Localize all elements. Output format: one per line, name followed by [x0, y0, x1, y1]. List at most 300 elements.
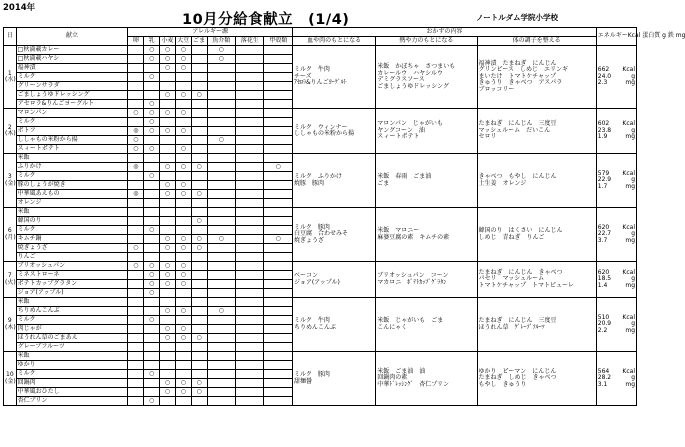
- allergen-mark: [264, 325, 292, 334]
- dish-name: □秋満載ハヤシ: [16, 55, 128, 64]
- allergen-mark: [207, 280, 235, 289]
- allergen-mark: [207, 298, 235, 307]
- body-foods: たまねぎ にんじん 三度豆 マッシュルーム だいこん セロリ: [477, 109, 596, 154]
- allergen-mark: [144, 163, 160, 172]
- unit-label: Kcal: [622, 313, 635, 321]
- allergen-mark: [175, 208, 191, 217]
- allergen-mark: [191, 145, 207, 154]
- protein-value: 24.0: [597, 72, 612, 80]
- allergen-mark: [160, 361, 176, 370]
- dish-name: ちりめんこんぶ: [16, 307, 128, 316]
- allergen-mark: [207, 118, 235, 127]
- allergen-mark: ○: [160, 307, 176, 316]
- allergen-mark: [207, 145, 235, 154]
- day-cell: [4, 262, 17, 298]
- allergen-mark: [175, 154, 191, 163]
- allergen-mark: [264, 208, 292, 217]
- allergen-mark: [128, 352, 144, 361]
- allergen-mark: [236, 217, 264, 226]
- allergen-mark: [236, 136, 264, 145]
- allergen-mark: [264, 154, 292, 163]
- dish-name: ポトフ: [16, 127, 128, 136]
- unit-label: mg: [625, 133, 635, 141]
- allergen-mark: [128, 199, 144, 208]
- day-of-week: (金): [5, 179, 16, 187]
- energy-value: 602: [597, 120, 610, 128]
- col-header-allergen: 魚介類: [207, 37, 235, 46]
- allergen-mark: [236, 190, 264, 199]
- protein-value: 20.9: [597, 320, 612, 328]
- allergen-mark: ◎: [128, 163, 144, 172]
- allergen-mark: [128, 235, 144, 244]
- allergen-mark: [128, 64, 144, 73]
- allergen-mark: [236, 379, 264, 388]
- allergen-mark: [160, 298, 176, 307]
- allergen-mark: ○: [175, 163, 191, 172]
- col-header-allergen: 大豆: [177, 36, 190, 44]
- allergen-mark: ○: [175, 55, 191, 64]
- allergen-mark: [128, 172, 144, 181]
- allergen-mark: [264, 118, 292, 127]
- dish-name: 回鍋肉: [16, 379, 128, 388]
- protein-value: 22.9: [597, 176, 612, 184]
- allergen-mark: [128, 325, 144, 334]
- allergen-mark: [160, 370, 176, 379]
- allergen-mark: [236, 298, 264, 307]
- allergen-mark: [160, 343, 176, 352]
- body-foods: 福神漬 たまねぎ にんじん グリンピース しめじ エリンギ まいたけ トマトケチャップ きゅうり きゃべつ アスパラ ブロッコリー: [477, 46, 596, 109]
- allergen-mark: [236, 397, 264, 406]
- allergen-mark: [236, 64, 264, 73]
- allergen-mark: [128, 226, 144, 235]
- nutrition-cell: [596, 109, 636, 154]
- allergen-mark: ○: [175, 64, 191, 73]
- dish-name: 豚のしょうが焼き: [16, 181, 128, 190]
- allergen-mark: ○: [128, 145, 144, 154]
- allergen-mark: [236, 82, 264, 91]
- nutrition-cell: [596, 298, 636, 352]
- allergen-mark: [128, 307, 144, 316]
- allergen-mark: [191, 109, 207, 118]
- allergen-mark: [175, 217, 191, 226]
- dish-name: □秋満載カレー: [16, 46, 128, 55]
- allergen-mark: ○: [144, 145, 160, 154]
- energy-value: 564: [597, 367, 610, 375]
- allergen-mark: [144, 190, 160, 199]
- allergen-mark: [160, 289, 176, 298]
- allergen-mark: [207, 334, 235, 343]
- allergen-mark: [175, 370, 191, 379]
- allergen-mark: [207, 325, 235, 334]
- nutrition-cell: [596, 262, 636, 298]
- unit-label: g: [631, 374, 635, 382]
- dish-name: アセロラ&りんごヨーグルト: [16, 100, 128, 109]
- allergen-mark: [207, 100, 235, 109]
- allergen-mark: [128, 379, 144, 388]
- allergen-mark: [207, 343, 235, 352]
- blood-foods: ベーコン ジョア(アップル): [292, 262, 375, 298]
- allergen-mark: [144, 334, 160, 343]
- allergen-mark: ○: [128, 136, 144, 145]
- iron-value: 3.7: [597, 236, 608, 244]
- col-header-day: 日: [4, 28, 17, 46]
- allergen-mark: ○: [175, 271, 191, 280]
- allergen-mark: [191, 226, 207, 235]
- allergen-mark: ○: [160, 91, 176, 100]
- dish-name: 焼ぎょうざ: [16, 244, 128, 253]
- allergen-mark: ○: [160, 181, 176, 190]
- allergen-mark: ○: [144, 289, 160, 298]
- allergen-mark: [144, 307, 160, 316]
- allergen-mark: [144, 136, 160, 145]
- allergen-mark: [191, 208, 207, 217]
- unit-label: mg: [625, 182, 635, 190]
- unit-label: g: [631, 275, 635, 283]
- col-header-allergy-group: アレルギー源: [128, 28, 292, 37]
- energy-value: 510: [597, 313, 610, 321]
- unit-label: Kcal: [622, 367, 635, 375]
- table-row: [4, 154, 637, 163]
- allergen-mark: [207, 226, 235, 235]
- allergen-mark: ○: [144, 370, 160, 379]
- allergen-mark: [207, 361, 235, 370]
- allergen-mark: [236, 91, 264, 100]
- day-number: 7: [7, 272, 12, 279]
- dish-name: ミルク: [16, 172, 128, 181]
- energy-foods: 米飯 マロニー 麻婆豆腐の素 キムチの素: [376, 208, 477, 262]
- allergen-mark: ○: [160, 235, 176, 244]
- allergen-mark: [175, 226, 191, 235]
- allergen-mark: [207, 352, 235, 361]
- dish-name: 米飯: [16, 154, 128, 163]
- energy-value: 662: [597, 66, 610, 74]
- unit-label: mg: [625, 79, 635, 87]
- allergen-mark: ◎: [128, 190, 144, 199]
- dish-name: 米飯: [16, 352, 128, 361]
- protein-value: 23.8: [597, 126, 612, 134]
- unit-label: Kcal: [622, 223, 635, 231]
- energy-value: 620: [597, 268, 610, 276]
- allergen-mark: [144, 82, 160, 91]
- allergen-mark: ○: [191, 334, 207, 343]
- dish-name: ふりかけ: [16, 163, 128, 172]
- day-of-week: (月): [5, 233, 16, 241]
- allergen-mark: [264, 217, 292, 226]
- allergen-mark: [144, 325, 160, 334]
- day-of-week: (水): [5, 76, 16, 83]
- body-foods: ゆかり ピーマン にんじん たまねぎ しめじ きゃべつ もやし きゅうり: [477, 352, 596, 406]
- day-cell: [4, 298, 17, 352]
- protein-value: 18.5: [597, 275, 612, 283]
- allergen-mark: [236, 271, 264, 280]
- energy-value: 620: [597, 223, 610, 231]
- day-number: 2: [7, 123, 12, 131]
- allergen-mark: ○: [160, 163, 176, 172]
- allergen-mark: ○: [191, 217, 207, 226]
- allergen-mark: [264, 64, 292, 73]
- protein-value: 22.7: [597, 230, 612, 238]
- allergen-mark: [128, 73, 144, 82]
- dish-name: ミルク: [16, 226, 128, 235]
- allergen-mark: [207, 109, 235, 118]
- allergen-mark: [264, 91, 292, 100]
- iron-value: 2.2: [597, 326, 608, 334]
- allergen-mark: ◎: [128, 127, 144, 136]
- allergen-mark: [128, 397, 144, 406]
- allergen-mark: [128, 46, 144, 55]
- allergen-mark: [191, 361, 207, 370]
- allergen-mark: ○: [160, 127, 176, 136]
- unit-label: Kcal: [622, 120, 635, 128]
- allergen-mark: ○: [160, 325, 176, 334]
- allergen-mark: [160, 73, 176, 82]
- allergen-mark: [207, 73, 235, 82]
- allergen-mark: [144, 361, 160, 370]
- allergen-mark: [264, 199, 292, 208]
- allergen-mark: ○: [160, 190, 176, 199]
- allergen-mark: ○: [144, 100, 160, 109]
- allergen-mark: [264, 379, 292, 388]
- allergen-mark: [264, 343, 292, 352]
- allergen-mark: [160, 118, 176, 127]
- allergen-mark: [207, 181, 235, 190]
- allergen-mark: [191, 118, 207, 127]
- col-header-allergen: 甲殻類: [264, 37, 292, 46]
- menu-table: [3, 27, 685, 406]
- allergen-mark: [207, 244, 235, 253]
- allergen-mark: [160, 145, 176, 154]
- allergen-mark: [264, 280, 292, 289]
- allergen-mark: [144, 388, 160, 397]
- allergen-mark: ○: [175, 334, 191, 343]
- allergen-mark: [160, 154, 176, 163]
- allergen-mark: ○: [175, 388, 191, 397]
- allergen-mark: [191, 298, 207, 307]
- dish-name: キムチ鍋: [16, 235, 128, 244]
- allergen-mark: [236, 109, 264, 118]
- allergen-mark: ○: [175, 181, 191, 190]
- allergen-mark: ○: [160, 379, 176, 388]
- day-number: 10: [6, 371, 14, 378]
- allergen-mark: [128, 343, 144, 352]
- dish-name: 米飯: [16, 208, 128, 217]
- allergen-mark: [207, 370, 235, 379]
- iron-value: 1.4: [597, 281, 608, 289]
- allergen-mark: [191, 64, 207, 73]
- allergen-mark: [191, 73, 207, 82]
- allergen-mark: [175, 172, 191, 181]
- day-cell: [4, 208, 17, 262]
- day-of-week: (木): [5, 323, 16, 331]
- col-header-allergen: 小麦: [161, 36, 174, 44]
- nutrition-cell: [596, 352, 636, 406]
- iron-value: 1.7: [597, 182, 608, 190]
- dish-name: ししゃもの米粉から揚: [16, 136, 128, 145]
- allergen-mark: ○: [144, 73, 160, 82]
- table-row: [4, 109, 637, 118]
- allergen-mark: [236, 325, 264, 334]
- unit-label: g: [631, 230, 635, 238]
- allergen-mark: [191, 280, 207, 289]
- dish-name: ミルク: [16, 316, 128, 325]
- allergen-mark: ○: [191, 235, 207, 244]
- allergen-mark: [236, 307, 264, 316]
- allergen-mark: ○: [264, 235, 292, 244]
- dish-name: ミネストローネ: [16, 271, 128, 280]
- allergen-mark: ○: [144, 109, 160, 118]
- allergen-mark: [236, 55, 264, 64]
- protein-value: 28.2: [597, 374, 612, 382]
- day-number: 6: [7, 227, 12, 234]
- day-number: 1: [7, 69, 12, 77]
- allergen-mark: ○: [144, 127, 160, 136]
- allergen-mark: [175, 118, 191, 127]
- day-cell: [4, 109, 17, 154]
- allergen-mark: ○: [175, 235, 191, 244]
- table-row: [4, 46, 637, 55]
- allergen-mark: [128, 388, 144, 397]
- allergen-mark: ○: [144, 46, 160, 55]
- allergen-mark: [160, 217, 176, 226]
- dish-name: ジョア(アップル): [16, 289, 128, 298]
- allergen-mark: [207, 82, 235, 91]
- allergen-mark: [236, 388, 264, 397]
- allergen-mark: [207, 388, 235, 397]
- dish-name: ごましょうゆドレッシング: [16, 91, 128, 100]
- blood-foods: ミルク ウィンナー ししゃもの米粉から揚: [292, 109, 375, 154]
- allergen-mark: ○: [207, 46, 235, 55]
- allergen-mark: [236, 244, 264, 253]
- col-header-allergen: ごま: [193, 36, 206, 44]
- allergen-mark: [207, 190, 235, 199]
- allergen-mark: [264, 298, 292, 307]
- allergen-mark: [207, 262, 235, 271]
- allergen-mark: [207, 217, 235, 226]
- allergen-mark: [175, 253, 191, 262]
- unit-label: mg: [625, 281, 635, 289]
- col-header-allergen: 乳: [144, 37, 160, 46]
- allergen-mark: [128, 316, 144, 325]
- dish-name: ミルク: [16, 73, 128, 82]
- energy-value: 579: [597, 169, 610, 177]
- col-header-food-group: おかずの内容: [292, 28, 596, 37]
- blood-foods: ミルク 牛肉 ちりめんこんぶ: [292, 298, 375, 352]
- allergen-mark: [264, 262, 292, 271]
- allergen-mark: [207, 208, 235, 217]
- allergen-mark: [191, 397, 207, 406]
- allergen-mark: [236, 352, 264, 361]
- allergen-mark: [128, 289, 144, 298]
- allergen-mark: [144, 235, 160, 244]
- allergen-mark: [264, 172, 292, 181]
- allergen-mark: [175, 73, 191, 82]
- allergen-mark: ○: [191, 91, 207, 100]
- allergen-mark: [236, 289, 264, 298]
- allergen-mark: [264, 100, 292, 109]
- allergen-mark: [207, 163, 235, 172]
- allergen-mark: [236, 172, 264, 181]
- allergen-mark: ○: [128, 244, 144, 253]
- col-header-blood: 血や肉のもとになる: [292, 37, 375, 46]
- allergen-mark: [207, 154, 235, 163]
- allergen-mark: [264, 361, 292, 370]
- allergen-mark: [191, 55, 207, 64]
- col-header-body: 体の調子を整える: [477, 37, 596, 46]
- allergen-mark: ○: [160, 334, 176, 343]
- allergen-mark: [264, 244, 292, 253]
- allergen-mark: [264, 253, 292, 262]
- allergen-mark: ○: [175, 46, 191, 55]
- allergen-mark: [236, 145, 264, 154]
- page-title: 10月分給食献立 (1/4): [182, 12, 350, 28]
- allergen-mark: ○: [191, 163, 207, 172]
- blood-foods: ミルク 豚肉 白豆腐 合わせみそ 焼ぎょうざ: [292, 208, 375, 262]
- dish-name: 肉じゃが: [16, 325, 128, 334]
- allergen-mark: [264, 127, 292, 136]
- allergen-mark: ○: [144, 397, 160, 406]
- dish-name: りんご: [16, 253, 128, 262]
- allergen-mark: [175, 289, 191, 298]
- allergen-mark: [175, 343, 191, 352]
- allergen-mark: [128, 82, 144, 91]
- allergen-mark: [128, 271, 144, 280]
- col-header-allergen: 卵: [128, 37, 144, 46]
- allergen-mark: [128, 370, 144, 379]
- unit-label: Kcal: [622, 268, 635, 276]
- menu-body: [4, 46, 637, 406]
- allergen-mark: [264, 334, 292, 343]
- table-row: [4, 352, 637, 361]
- allergen-mark: ○: [191, 190, 207, 199]
- allergen-mark: [128, 208, 144, 217]
- dish-name: ほうれん草のごまあえ: [16, 334, 128, 343]
- allergen-mark: [264, 226, 292, 235]
- allergen-mark: [236, 163, 264, 172]
- allergen-mark: ○: [207, 307, 235, 316]
- school-name: ノートルダム学院小学校: [476, 13, 558, 22]
- allergen-mark: [207, 253, 235, 262]
- allergen-mark: ○: [144, 271, 160, 280]
- dish-name: スィートポテト: [16, 145, 128, 154]
- energy-foods: ブリオッシュパン コーン マカロニ ﾎﾟﾃﾄｶｯﾌﾟｸﾞﾗﾀﾝ: [376, 262, 477, 298]
- allergen-mark: [264, 190, 292, 199]
- allergen-mark: [264, 271, 292, 280]
- day-cell: [4, 154, 17, 208]
- allergen-mark: ○: [175, 307, 191, 316]
- nutrition-cell: [596, 208, 636, 262]
- allergen-mark: [236, 154, 264, 163]
- allergen-mark: [264, 145, 292, 154]
- allergen-mark: [264, 181, 292, 190]
- dish-name: 杏仁プリン: [16, 397, 128, 406]
- body-foods: たまねぎ にんじん きゃべつ パセリ マッシュルーム トマトケチャップ トマトピューレ: [477, 262, 596, 298]
- allergen-mark: ○: [160, 280, 176, 289]
- allergen-mark: [175, 361, 191, 370]
- energy-foods: 米飯 ごま油 油 回鍋肉の素 中華ﾄﾞﾚｯｼﾝｸﾞ 杏仁プリン: [376, 352, 477, 406]
- allergen-mark: [191, 316, 207, 325]
- dish-name: グレープフルーツ: [16, 343, 128, 352]
- allergen-mark: ○: [160, 109, 176, 118]
- allergen-mark: ○: [144, 118, 160, 127]
- energy-foods: マロンパン じゃがいも ヤングコーン 油 スィートポテト: [376, 109, 477, 154]
- allergen-mark: [264, 370, 292, 379]
- allergen-mark: [264, 397, 292, 406]
- blood-foods: ミルク ふりかけ 焼豚 豚肉: [292, 154, 375, 208]
- allergen-mark: [144, 217, 160, 226]
- allergen-mark: [144, 352, 160, 361]
- allergen-mark: [160, 208, 176, 217]
- allergen-mark: [191, 199, 207, 208]
